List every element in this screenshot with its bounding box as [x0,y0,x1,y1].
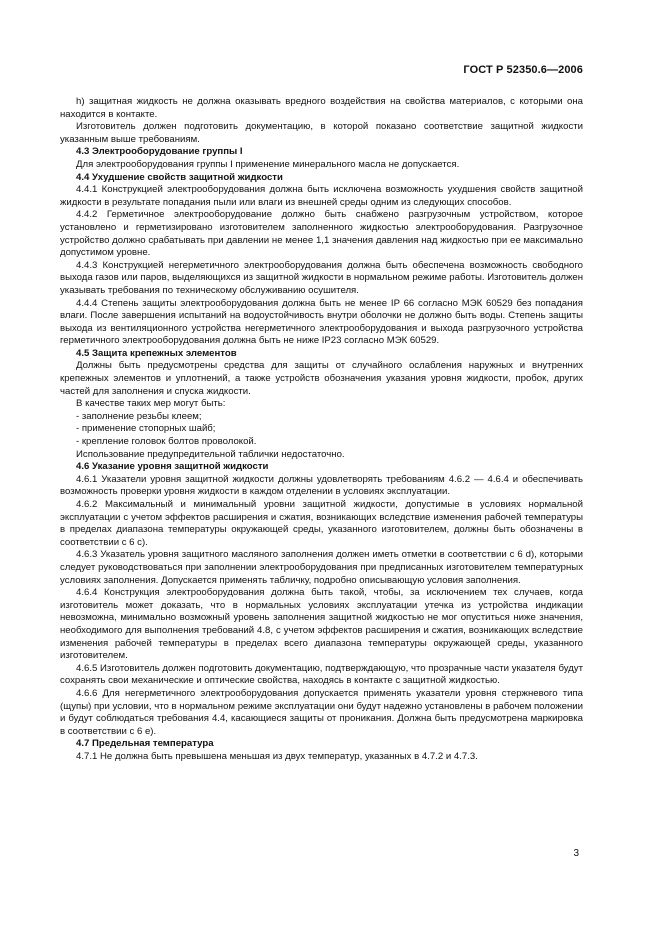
paragraph: 4.6.4 Конструкция электрооборудования должна быть такой, чтобы, за исключением тех случаев, когда изготовитель может доказать, что в нормальных условиях эксплуатации утечка из устройства индикации невозможна, минимально возможный уровень заполнения защитной жидкостью не мог опуститься ниже значения, необходимого для выполнения требований 4.8, с учетом эффектов расширения и сжатия, возникающих вследствие изменения рабочей температуры в пределах всего диапазона температуры окружающей среды, указанного изготовителем. [60,587,583,662]
paragraph: 4.4.4 Степень защиты электрооборудования должна быть не менее IP 66 согласно МЭК 60529 без попадания влаги. После завершения испытаний на водоустойчивость внутри оболочки не должно быть воды. Степень защиты выхода из вентиляционного устройства негерметичного электрооборудования и выхода разгрузочного устройства герметичного электрооборудования должна быть не ниже IP23 согласно МЭК 60529. [60,297,583,347]
paragraph: 4.7.1 Не должна быть превышена меньшая из двух температур, указанных в 4.7.2 и 4.7.3. [76,750,478,762]
paragraph: 4.6.5 Изготовитель должен подготовить документацию, подтверждающую, что прозрачные части указателя будут сохранять свои механические и оптические свойства, находясь в контакте с защитной жидкостью. [60,662,583,687]
paragraph: - крепление головок болтов проволокой. [76,436,257,448]
section-heading: 4.3 Электрооборудование группы I [76,146,243,158]
section-heading: 4.5 Защита крепежных элементов [76,347,237,359]
paragraph: h) защитная жидкость не должна оказывать вредного воздействия на свойства материалов, с которыми она находится в контакте. [60,96,583,120]
paragraph: Для электрооборудования группы I применение минерального масла не допускается. [76,158,460,170]
paragraph: 4.4.2 Герметичное электрооборудование должно быть снабжено разгрузочным устройством, которое установлено и герметизировано изготовителем заполненного жидкостью электрооборудования. Разгрузочное устройство должно срабатывать при давлении не менее 1,1 значения давления над жидкостью при ее максимально допустимом уровне. [60,209,583,259]
paragraph: 4.6.3 Указатель уровня защитного масляного заполнения должен иметь отметки в соответствии с 6 d), которыми следует руководствоваться при заполнении электрооборудования при предписанных изготовителем температурных условиях заполнения. Допускается применять табличку, подробно описывающую условия заполнения. [60,549,583,586]
paragraph: 4.6.2 Максимальный и минимальный уровни защитной жидкости, допустимые в условиях нормальной эксплуатации с учетом эффектов расширения и сжатия, возникающих вследствие изменения рабочей температуры в пределах диапазона температуры окружающей среды, указанного изготовителем, должны быть обозначены в соответствии с 6 с). [60,499,583,548]
paragraph: 4.4.3 Конструкцией негерметичного электрооборудования должна быть обеспечена возможность свободного выхода газов или паров, выделяющихся из защитной жидкости в нормальном режиме работы. Изготовитель должен указывать требования по техническому обслуживанию осушителя. [60,259,583,296]
paragraph: Должны быть предусмотрены средства для защиты от случайного ослабления наружных и внутренних крепежных элементов и уплотнений, а также устройств обозначения указания уровня жидкости, пробок, других частей для заполнения и спуска жидкости. [60,360,583,397]
section-heading: 4.4 Ухудшение свойств защитной жидкости [76,171,283,183]
document-code: ГОСТ Р 52350.6—2006 [463,64,583,76]
section-heading: 4.6 Указание уровня защитной жидкости [76,461,269,473]
paragraph: - заполнение резьбы клеем; [76,410,202,422]
paragraph: Использование предупредительной таблички недостаточно. [76,448,345,460]
paragraph: В качестве таких мер могут быть: [76,398,226,410]
paragraph: 4.4.1 Конструкцией электрооборудования должна быть исключена возможность ухудшения свойств защитной жидкости в результате попадания пыли или влаги из внешней среды одним из следующих способов. [60,184,583,208]
paragraph: 4.6.1 Указатели уровня защитной жидкости должны удовлетворять требованиям 4.6.2 — 4.6.4 и обеспечивать возможность проверки уровня жидкости в каждом отделении в условиях эксплуатации. [60,473,583,498]
page-number: 3 [573,848,579,859]
paragraph: - применение стопорных шайб; [76,423,216,435]
section-heading: 4.7 Предельная температура [76,738,214,750]
paragraph: 4.6.6 Для негерметичного электрооборудования допускается применять указатели уровня стержневого типа (щупы) при условии, что в нормальном режиме эксплуатации они будут надежно установлены в рабочем положении и будут соблюдаться требования 4.4, касающиеся защиты от проникания. Должна быть предусмотрена маркировка в соответствии с 6 е). [60,687,583,737]
document-body [60,96,583,763]
paragraph: Изготовитель должен подготовить документацию, в которой показано соответствие защитной жидкости указанным выше требованиям. [60,121,583,145]
